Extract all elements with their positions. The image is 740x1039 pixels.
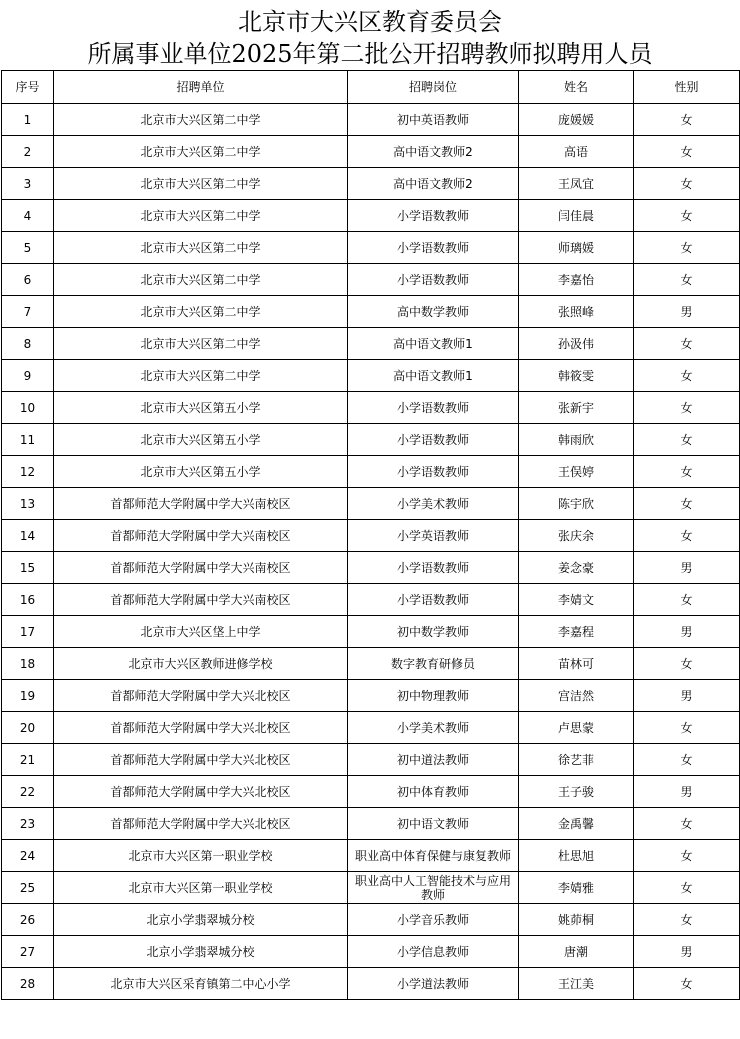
cell-index: 18 <box>2 648 54 680</box>
cell-index: 23 <box>2 808 54 840</box>
cell-gender: 男 <box>634 776 740 808</box>
cell-gender: 女 <box>634 104 740 136</box>
cell-index: 21 <box>2 744 54 776</box>
cell-position: 职业高中人工智能技术与应用教师 <box>348 872 519 904</box>
cell-unit: 北京小学翡翠城分校 <box>54 936 348 968</box>
cell-name: 李嘉怡 <box>519 264 634 296</box>
cell-position: 小学语数教师 <box>348 584 519 616</box>
cell-gender: 女 <box>634 520 740 552</box>
cell-index: 14 <box>2 520 54 552</box>
cell-unit: 首都师范大学附属中学大兴北校区 <box>54 776 348 808</box>
cell-name: 李嘉程 <box>519 616 634 648</box>
cell-gender: 女 <box>634 808 740 840</box>
cell-unit: 北京市大兴区第二中学 <box>54 168 348 200</box>
cell-name: 韩筱雯 <box>519 360 634 392</box>
cell-name: 杜思旭 <box>519 840 634 872</box>
cell-position: 小学语数教师 <box>348 264 519 296</box>
cell-index: 3 <box>2 168 54 200</box>
table-row <box>2 264 740 296</box>
cell-index: 4 <box>2 200 54 232</box>
cell-index: 13 <box>2 488 54 520</box>
cell-index: 22 <box>2 776 54 808</box>
table-row <box>2 296 740 328</box>
table-row <box>2 168 740 200</box>
cell-position: 小学道法教师 <box>348 968 519 1000</box>
title-line-1: 北京市大兴区教育委员会 <box>238 8 502 36</box>
table-row <box>2 712 740 744</box>
cell-unit: 首都师范大学附属中学大兴南校区 <box>54 488 348 520</box>
document-title <box>0 0 740 70</box>
cell-index: 15 <box>2 552 54 584</box>
table-row <box>2 840 740 872</box>
cell-unit: 北京市大兴区第五小学 <box>54 392 348 424</box>
cell-name: 李婧文 <box>519 584 634 616</box>
cell-position: 初中英语教师 <box>348 104 519 136</box>
cell-position: 高中语文教师2 <box>348 136 519 168</box>
cell-gender: 男 <box>634 616 740 648</box>
cell-position: 小学音乐教师 <box>348 904 519 936</box>
table-row <box>2 136 740 168</box>
cell-unit: 首都师范大学附属中学大兴北校区 <box>54 712 348 744</box>
table-row <box>2 392 740 424</box>
cell-index: 5 <box>2 232 54 264</box>
cell-position: 小学信息教师 <box>348 936 519 968</box>
cell-position: 小学语数教师 <box>348 232 519 264</box>
cell-index: 6 <box>2 264 54 296</box>
cell-index: 16 <box>2 584 54 616</box>
table-row <box>2 872 740 904</box>
cell-unit: 北京市大兴区第二中学 <box>54 328 348 360</box>
cell-unit: 首都师范大学附属中学大兴北校区 <box>54 680 348 712</box>
cell-gender: 男 <box>634 296 740 328</box>
cell-position: 小学语数教师 <box>348 200 519 232</box>
cell-name: 苗林可 <box>519 648 634 680</box>
table-row <box>2 968 740 1000</box>
cell-gender: 女 <box>634 968 740 1000</box>
cell-name: 唐潮 <box>519 936 634 968</box>
cell-unit: 北京市大兴区采育镇第二中心小学 <box>54 968 348 1000</box>
cell-gender: 女 <box>634 648 740 680</box>
cell-position: 高中语文教师2 <box>348 168 519 200</box>
table-row <box>2 648 740 680</box>
cell-gender: 女 <box>634 264 740 296</box>
cell-name: 闫佳晨 <box>519 200 634 232</box>
cell-name: 王子骏 <box>519 776 634 808</box>
cell-gender: 女 <box>634 456 740 488</box>
cell-name: 孙汲伟 <box>519 328 634 360</box>
cell-name: 王凤宜 <box>519 168 634 200</box>
cell-index: 2 <box>2 136 54 168</box>
cell-name: 韩雨欣 <box>519 424 634 456</box>
cell-position: 职业高中体育保健与康复教师 <box>348 840 519 872</box>
cell-unit: 北京市大兴区第一职业学校 <box>54 872 348 904</box>
table-row <box>2 328 740 360</box>
cell-unit: 首都师范大学附属中学大兴北校区 <box>54 808 348 840</box>
cell-unit: 北京市大兴区第二中学 <box>54 296 348 328</box>
cell-gender: 女 <box>634 360 740 392</box>
cell-name: 陈宇欣 <box>519 488 634 520</box>
table-row <box>2 584 740 616</box>
cell-index: 12 <box>2 456 54 488</box>
table-row <box>2 456 740 488</box>
cell-position: 初中体育教师 <box>348 776 519 808</box>
cell-name: 高语 <box>519 136 634 168</box>
header-unit: 招聘单位 <box>54 71 348 104</box>
cell-name: 金禹馨 <box>519 808 634 840</box>
cell-gender: 女 <box>634 584 740 616</box>
cell-position: 小学英语教师 <box>348 520 519 552</box>
cell-index: 20 <box>2 712 54 744</box>
cell-unit: 首都师范大学附属中学大兴北校区 <box>54 744 348 776</box>
cell-unit: 北京市大兴区垡上中学 <box>54 616 348 648</box>
table-row <box>2 680 740 712</box>
cell-gender: 女 <box>634 712 740 744</box>
table-row <box>2 360 740 392</box>
cell-name: 张新宇 <box>519 392 634 424</box>
cell-position: 小学美术教师 <box>348 712 519 744</box>
cell-unit: 北京市大兴区第一职业学校 <box>54 840 348 872</box>
cell-index: 9 <box>2 360 54 392</box>
cell-name: 张庆余 <box>519 520 634 552</box>
cell-index: 19 <box>2 680 54 712</box>
cell-name: 李婧雅 <box>519 872 634 904</box>
header-position: 招聘岗位 <box>348 71 519 104</box>
table-row <box>2 232 740 264</box>
cell-index: 24 <box>2 840 54 872</box>
cell-gender: 女 <box>634 200 740 232</box>
cell-position: 高中数学教师 <box>348 296 519 328</box>
cell-index: 10 <box>2 392 54 424</box>
cell-unit: 北京小学翡翠城分校 <box>54 904 348 936</box>
table-header-row <box>2 71 740 104</box>
cell-index: 11 <box>2 424 54 456</box>
cell-unit: 首都师范大学附属中学大兴南校区 <box>54 520 348 552</box>
cell-position: 初中语文教师 <box>348 808 519 840</box>
cell-gender: 男 <box>634 552 740 584</box>
table-row <box>2 904 740 936</box>
cell-gender: 女 <box>634 488 740 520</box>
cell-position: 小学语数教师 <box>348 456 519 488</box>
cell-index: 1 <box>2 104 54 136</box>
cell-unit: 首都师范大学附属中学大兴南校区 <box>54 584 348 616</box>
cell-position: 初中物理教师 <box>348 680 519 712</box>
table-row <box>2 424 740 456</box>
cell-name: 姚茆桐 <box>519 904 634 936</box>
cell-gender: 女 <box>634 136 740 168</box>
table-row <box>2 776 740 808</box>
table-row <box>2 808 740 840</box>
cell-unit: 北京市大兴区第二中学 <box>54 200 348 232</box>
cell-index: 25 <box>2 872 54 904</box>
hiring-table <box>1 70 740 1000</box>
cell-index: 8 <box>2 328 54 360</box>
table-row <box>2 488 740 520</box>
cell-gender: 女 <box>634 424 740 456</box>
cell-position: 高中语文教师1 <box>348 328 519 360</box>
cell-index: 28 <box>2 968 54 1000</box>
cell-unit: 首都师范大学附属中学大兴南校区 <box>54 552 348 584</box>
cell-gender: 女 <box>634 232 740 264</box>
header-gender: 性别 <box>634 71 740 104</box>
cell-unit: 北京市大兴区第二中学 <box>54 264 348 296</box>
table-row <box>2 616 740 648</box>
title-line-2: 所属事业单位2025年第二批公开招聘教师拟聘用人员 <box>87 40 653 68</box>
cell-index: 7 <box>2 296 54 328</box>
cell-name: 徐艺菲 <box>519 744 634 776</box>
header-index: 序号 <box>2 71 54 104</box>
cell-name: 张照峰 <box>519 296 634 328</box>
cell-unit: 北京市大兴区第二中学 <box>54 104 348 136</box>
cell-unit: 北京市大兴区第二中学 <box>54 360 348 392</box>
cell-index: 17 <box>2 616 54 648</box>
cell-position: 小学语数教师 <box>348 552 519 584</box>
cell-unit: 北京市大兴区第二中学 <box>54 136 348 168</box>
cell-gender: 女 <box>634 392 740 424</box>
cell-position: 高中语文教师1 <box>348 360 519 392</box>
cell-gender: 男 <box>634 680 740 712</box>
cell-unit: 北京市大兴区第二中学 <box>54 232 348 264</box>
cell-name: 姜念豪 <box>519 552 634 584</box>
cell-name: 王江美 <box>519 968 634 1000</box>
table-row <box>2 520 740 552</box>
table-row <box>2 552 740 584</box>
cell-unit: 北京市大兴区第五小学 <box>54 424 348 456</box>
cell-gender: 女 <box>634 168 740 200</box>
cell-position: 小学语数教师 <box>348 424 519 456</box>
cell-position: 数字教育研修员 <box>348 648 519 680</box>
cell-name: 卢思蒙 <box>519 712 634 744</box>
cell-gender: 女 <box>634 840 740 872</box>
cell-position: 小学美术教师 <box>348 488 519 520</box>
cell-name: 宫洁然 <box>519 680 634 712</box>
cell-gender: 女 <box>634 904 740 936</box>
cell-unit: 北京市大兴区教师进修学校 <box>54 648 348 680</box>
table-row <box>2 936 740 968</box>
cell-index: 26 <box>2 904 54 936</box>
cell-name: 王俣婷 <box>519 456 634 488</box>
cell-gender: 女 <box>634 872 740 904</box>
cell-position: 小学语数教师 <box>348 392 519 424</box>
cell-gender: 女 <box>634 744 740 776</box>
cell-name: 庞媛媛 <box>519 104 634 136</box>
cell-index: 27 <box>2 936 54 968</box>
header-name: 姓名 <box>519 71 634 104</box>
table-body <box>2 104 740 1000</box>
table-row <box>2 104 740 136</box>
cell-position: 初中道法教师 <box>348 744 519 776</box>
cell-gender: 女 <box>634 328 740 360</box>
table-row <box>2 200 740 232</box>
cell-unit: 北京市大兴区第五小学 <box>54 456 348 488</box>
table-row <box>2 744 740 776</box>
cell-position: 初中数学教师 <box>348 616 519 648</box>
cell-name: 师璃媛 <box>519 232 634 264</box>
cell-gender: 男 <box>634 936 740 968</box>
